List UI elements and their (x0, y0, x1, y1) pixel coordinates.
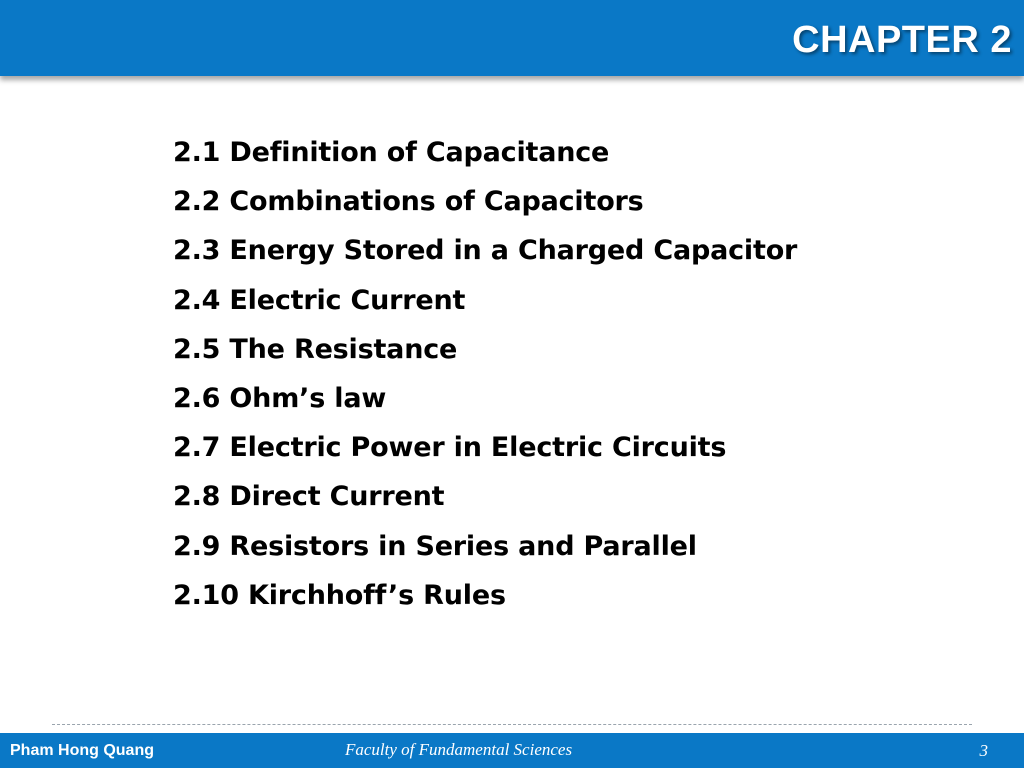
header-bar (0, 0, 1024, 76)
toc-item-2-1: 2.1 Definition of Capacitance (173, 137, 610, 168)
toc-item-2-8: 2.8 Direct Current (173, 481, 445, 513)
table-of-contents (173, 128, 797, 620)
toc-item-2-7: 2.7 Electric Power in Electric Circuits (173, 432, 727, 464)
toc-item-2-10: 2.10 Kirchhoff’s Rules (173, 579, 506, 611)
footer-divider (52, 724, 972, 725)
footer-faculty: Faculty of Fundamental Sciences (345, 740, 573, 759)
page-number: 3 (979, 741, 988, 760)
toc-item-2-5: 2.5 The Resistance (173, 333, 458, 365)
toc-item-2-9: 2.9 Resistors in Series and Parallel (173, 530, 697, 562)
toc-item-2-4: 2.4 Electric Current (173, 284, 466, 316)
toc-item-2-6: 2.6 Ohm’s law (173, 382, 387, 414)
toc-item-2-2: 2.2 Combinations of Capacitors (173, 186, 644, 218)
footer-bar (0, 733, 1024, 768)
footer-author: Pham Hong Quang (10, 742, 154, 759)
toc-item-2-3: 2.3 Energy Stored in a Charged Capacitor (173, 235, 798, 267)
chapter-title: CHAPTER 2 (792, 19, 1012, 61)
